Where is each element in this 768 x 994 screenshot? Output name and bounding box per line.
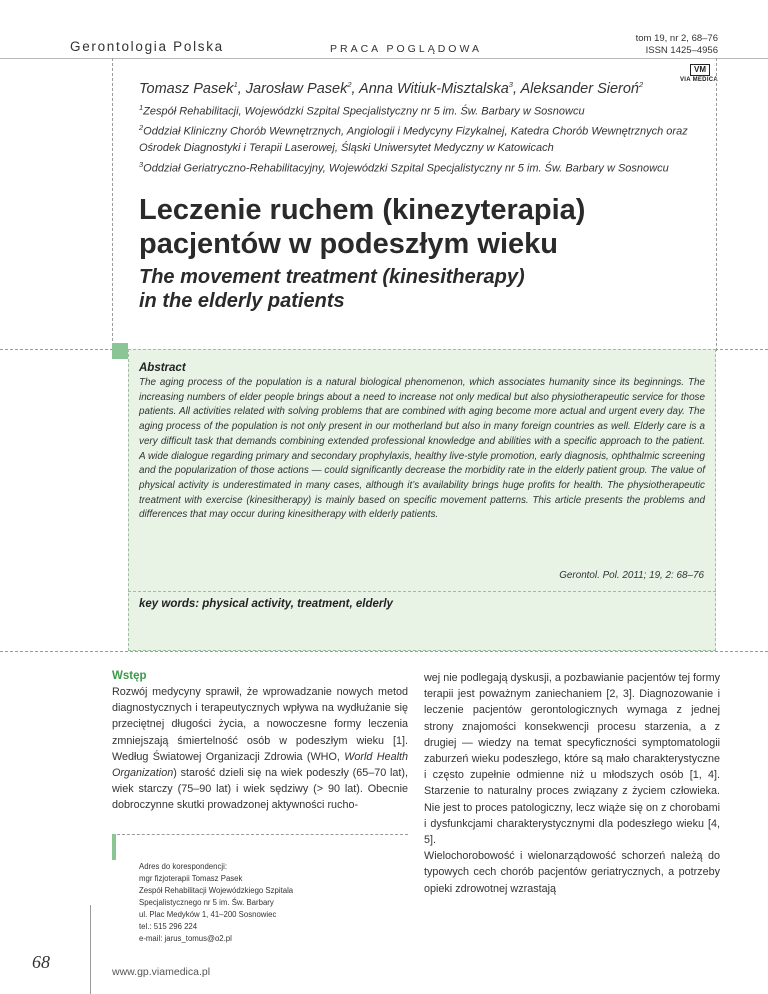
corr-line: Specjalistycznego nr 5 im. Św. Barbary [139,898,274,907]
abstract-text: The aging process of the population is a natural biological phenomenon, which associates humanity since its beginnings. The increasing numbers of elder people brings about a need to increase not only medical but also physiotherapeutic service for those patients. All activities related with solving problems that are combined with aging become more actual and urgent every day. The aging process of the population is not only present in our motherland but also in many foreign countries as well. Elderly care is a very difficult task that demands combining extended professional knowledge and abilities with a specific approach to the patient. A wide dialogue regarding primary and secondary prophylaxis, healthy live-style promotion, early diagnosis, ophthalmic screening and the popularization of those actions — could significantly decrease the morbidity rate in the elderly patient group. The value of physical activity is underestimated in many cases, although it’s availability brings huge profits for health. The physiotherapeutic treatment with exercise (kinesitherapy) is mainly based on specific movement patterns. This article presents the problems and differences that may occur during kinesitherapy with elderly patients. [139,377,705,521]
footer-rule [90,905,91,994]
publisher-logo-icon: VM [690,64,710,76]
author-1: Tomasz Pasek [139,80,234,97]
author-2-sup: 2 [347,80,352,89]
author-2: Jarosław Pasek [245,80,348,97]
column-1-text [112,684,408,814]
affiliation-sup: 1 [139,103,144,112]
keywords: key words: physical activity, treatment, elderly [139,598,393,610]
green-square-marker [112,343,128,359]
abstract-citation: Gerontol. Pol. 2011; 19, 2: 68–76 [559,570,704,581]
affiliation-3 [139,157,699,177]
author-3: Anna Witiuk-Misztalska [359,80,509,97]
issn-line: ISSN 1425–4956 [645,45,718,56]
column-2-text [424,670,720,897]
author-3-sup: 3 [508,80,513,89]
corr-line: mgr fizjoterapii Tomasz Pasek [139,874,243,883]
affiliation-text: Oddział Geriatryczno-Rehabilitacyjny, Wojewódzki Szpital Specjalistyczny nr 5 im. Św. Barbary w Sosnowcu [143,162,669,175]
affiliation-2 [139,120,699,157]
corr-line: Zespół Rehabilitacji Wojewódzkiego Szpitala [139,886,294,895]
correspondence-box [139,861,399,945]
header-rule [0,58,768,59]
corr-line: Adres do korespondencji: [139,862,227,871]
col1-who-italic: World Health Organization [112,750,409,780]
title-polish-line-2: pacjentów w podeszłym wieku [139,228,558,260]
correspondence-rule [112,834,408,835]
keywords-separator [128,591,716,592]
col1-text-a: Rozwój medycyny sprawił, że wprowadzanie nowych metod diagnostycznych i terapeutycznych wpływa na wydłużanie się przeciętnej długości życia, a nowoczesne formy leczenia zmniejszają śmiertelność osób w podeszłym wieku [1]. Według Światowej Organizacji Zdrowia (WHO, [112,686,408,763]
journal-url-link[interactable]: www.gp.viamedica.pl [112,966,211,978]
col2-paragraph-1: wej nie podlegają dyskusji, a pozbawianie pacjentów tej formy terapii jest poważnym zaniechaniem [2, 3]. Diagnozowanie i leczenie pacjentów gerontologicznych wymaga z jednej strony znajomości konsekwencji procesu starzenia, a z drugiej — wiedzy na temat specyficzności symptomatologii zaburzeń wieku podeszłego, które są mało charakterystyczne i często zupełnie odmienne niż u młodszych osób [1, 4]. Starzenie to naturalny proces związany z życiem człowieka. Nie jest to proces patologiczny, lecz wiąże się on z chorobami i dysfunkcjami charakterystycznymi dla podeszłego wieku [4, 5]. [424,672,720,847]
col2-paragraph-2: Wielochorobowość i wielonarządowość schorzeń należą do typowych cech chorób pacjentów geriatrycznych, a potrzeby opieki zdrowotnej wzrastają [424,850,720,895]
title-english-line-1: The movement treatment (kinesitherapy) [139,266,525,288]
authors-line: Tomasz Pasek$^1$, Jarosław Pasek$^2$, Anna Witiuk-Misztalska$^3$, Aleksander Sieroń$^2$ [139,80,644,97]
affiliation-sup: 2 [139,123,144,133]
col1-text-b: ) starość dzieli się na wiek podeszły (65–70 lat), wiek starczy (75–90 lat) i wiek sędziwy (> 90 lat). Obecnie dobroczynne skutki prowadzonej aktywności rucho- [112,767,408,812]
affiliation-text: Zespół Rehabilitacji, Wojewódzki Szpital Specjalistyczny nr 5 im. Św. Barbary w Sosnowcu [143,105,585,118]
dashed-guide-left [112,58,113,351]
corr-line: tel.: 515 296 224 [139,922,198,931]
section-heading: Wstęp [112,670,147,682]
journal-name: Gerontologia Polska [70,39,224,54]
publisher-name: VIA MEDICA [679,77,719,83]
affiliation-text: Oddział Kliniczny Chorób Wewnętrznych, Angiologii i Medycyny Fizykalnej, Katedra Chorób Wewnętrznych oraz Ośrodek Diagnostyki i Terapii Laserowej, Śląski Uniwersytet Medyczny w Katowicach [139,125,688,155]
author-4: Aleksander Sieroń [520,80,639,97]
title-polish [139,193,699,261]
corr-email[interactable]: e-mail: jarus_tomus@o2.pl [139,934,232,943]
affiliation-1 [139,100,699,120]
abstract-heading: Abstract [139,362,186,374]
correspondence-marker [112,834,116,860]
title-english-line-2: in the elderly patients [139,290,345,312]
page-number: 68 [32,952,50,972]
dashed-guide-right [716,58,717,351]
volume-info [636,33,718,57]
title-english [139,265,699,313]
dashed-separator-bottom [0,651,768,652]
volume-line: tom 19, nr 2, 68–76 [635,33,718,44]
author-1-sup: 1 [233,80,238,89]
affiliations [139,100,699,177]
article-type: PRACA POGLĄDOWA [330,43,482,55]
affiliation-sup: 3 [139,159,144,169]
corr-line: ul. Plac Medyków 1, 41–200 Sosnowiec [139,910,277,919]
title-polish-line-1: Leczenie ruchem (kinezyterapia) [139,194,586,226]
author-4-sup: 2 [639,80,644,89]
